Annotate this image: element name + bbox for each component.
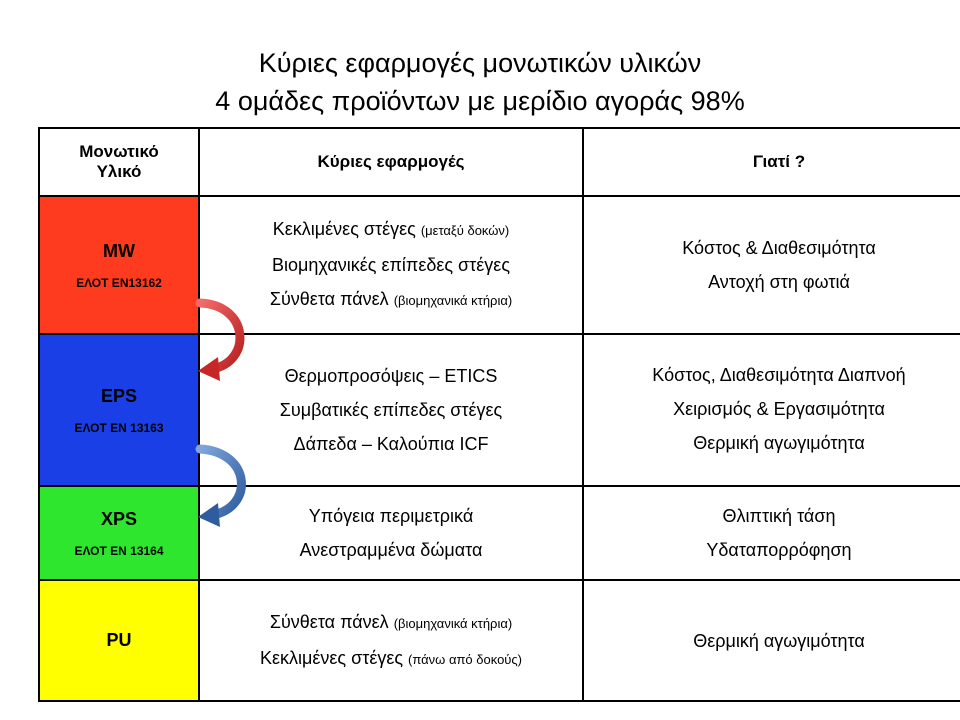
reasons-cell-xps <box>583 486 960 580</box>
material-standard: ΕΛΟΤ ΕΝ 13164 <box>74 543 164 558</box>
reason-item: Αντοχή στη φωτιά <box>708 272 850 292</box>
material-abbr: EPS <box>100 385 138 406</box>
header-applications: Κύριες εφαρμογές <box>199 128 583 196</box>
reason-item: Υδαταπορρόφηση <box>706 540 852 560</box>
material-abbr: XPS <box>100 508 138 529</box>
application-item: Θερμοπροσόψεις – ETICS <box>284 366 498 386</box>
header-why: Γιατί ? <box>583 128 960 196</box>
reason-item: Θλιπτική τάση <box>722 506 836 526</box>
reasons-cell-pu <box>583 580 960 701</box>
reason-item: Θερμική αγωγιμότητα <box>693 433 865 453</box>
application-item: Σύνθετα πάνελ (βιομηχανικά κτήρια) <box>269 611 513 632</box>
reason-item: Χειρισμός & Εργασιμότητα <box>673 399 885 419</box>
material-abbr: PU <box>106 630 132 650</box>
applications-cell-pu <box>199 580 583 701</box>
table-row-mw <box>39 196 960 334</box>
page-title-line1: Κύριες εφαρμογές μονωτικών υλικών <box>258 48 702 78</box>
material-abbr: MW <box>103 240 135 261</box>
application-item: Βιομηχανικές επίπεδες στέγες <box>271 255 511 275</box>
reasons-cell-mw <box>583 196 960 334</box>
material-standard: ΕΛΟΤ ΕΝ 13163 <box>74 420 164 435</box>
applications-cell-mw <box>199 196 583 334</box>
application-item: Σύνθετα πάνελ (βιομηχανικά κτήρια) <box>269 289 513 309</box>
application-item: Δάπεδα – Καλούπια ICF <box>293 434 489 454</box>
material-cell-eps <box>39 334 199 486</box>
application-item: Κεκλιμένες στέγες (πάνω από δοκούς) <box>259 647 523 668</box>
reason-item: Κόστος & Διαθεσιμότητα <box>682 238 876 258</box>
applications-cell-xps <box>199 486 583 580</box>
table-header-row <box>39 128 960 196</box>
applications-cell-eps <box>199 334 583 486</box>
application-item: Συμβατικές επίπεδες στέγες <box>279 400 503 420</box>
page-title-line2: 4 ομάδες προϊόντων με μερίδιο αγοράς 98% <box>215 86 745 116</box>
header-material <box>39 128 199 196</box>
reason-item: Θερμική αγωγιμότητα <box>693 630 865 651</box>
header-material-label: Μονωτικό Υλικό <box>79 142 159 181</box>
material-standard: ΕΛΟΤ ΕΝ13162 <box>76 275 162 290</box>
reason-item: Κόστος, Διαθεσιμότητα Διαπνοή <box>652 365 906 385</box>
material-cell-pu <box>39 580 199 701</box>
application-item: Ανεστραμμένα δώματα <box>299 540 483 560</box>
application-item: Κεκλιμένες στέγες (μεταξύ δοκών) <box>272 219 510 239</box>
application-item: Υπόγεια περιμετρικά <box>308 506 474 526</box>
material-cell-xps <box>39 486 199 580</box>
material-cell-mw <box>39 196 199 334</box>
table-row-xps <box>39 486 960 580</box>
insulation-table <box>38 127 960 702</box>
reasons-cell-eps <box>583 334 960 486</box>
table-row-eps <box>39 334 960 486</box>
table-row-pu <box>39 580 960 701</box>
